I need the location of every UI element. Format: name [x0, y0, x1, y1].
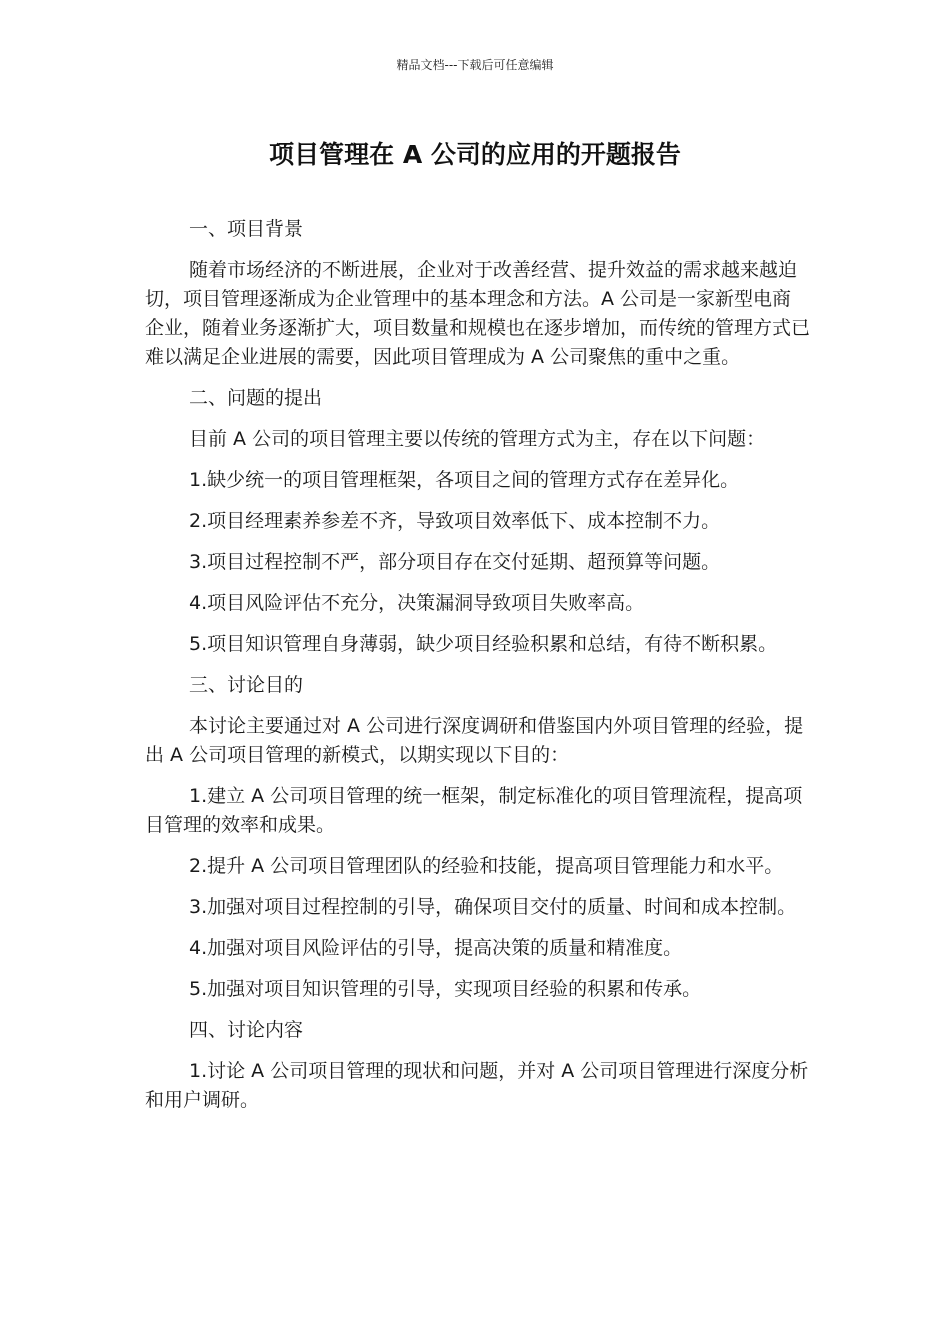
list-item-problem-2: 2.项目经理素养参差不齐，导致项目效率低下、成本控制不力。: [189, 510, 721, 532]
section-heading-problems: 二、问题的提出: [189, 387, 323, 409]
list-item-content-1: 1.讨论 A 公司项目管理的现状和问题，并对 A 公司项目管理进行深度分析和用户调研。: [145, 1060, 809, 1111]
list-item-problem-3: 3.项目过程控制不严，部分项目存在交付延期、超预算等问题。: [189, 551, 721, 573]
paragraph-problems-intro: 目前 A 公司的项目管理主要以传统的管理方式为主，存在以下问题：: [189, 428, 766, 450]
paragraph-objectives-intro: 本讨论主要通过对 A 公司进行深度调研和借鉴国内外项目管理的经验，提出 A 公司项目管理的新模式，以期实现以下目的：: [145, 715, 804, 766]
page-title: 项目管理在 A 公司的应用的开题报告: [269, 140, 681, 169]
list-item-objective-4: 4.加强对项目风险评估的引导，提高决策的质量和精准度。: [189, 937, 683, 959]
paragraph-background: 随着市场经济的不断进展，企业对于改善经营、提升效益的需求越来越迫切，项目管理逐渐成为企业管理中的基本理念和方法。A 公司是一家新型电商企业，随着业务逐渐扩大，项目数量和规模也在逐步增加，而传统的管理方式已难以满足企业进展的需要，因此项目管理成为 A 公司聚焦的重中之重。: [145, 259, 811, 368]
section-heading-objectives: 三、讨论目的: [189, 674, 304, 696]
list-item-problem-4: 4.项目风险评估不充分，决策漏洞导致项目失败率高。: [189, 592, 645, 614]
list-item-objective-1: 1.建立 A 公司项目管理的统一框架，制定标准化的项目管理流程，提高项目管理的效率和成果。: [145, 785, 803, 836]
section-heading-content: 四、讨论内容: [189, 1019, 304, 1041]
list-item-problem-1: 1.缺少统一的项目管理框架，各项目之间的管理方式存在差异化。: [189, 469, 740, 491]
list-item-objective-3: 3.加强对项目过程控制的引导，确保项目交付的质量、时间和成本控制。: [189, 896, 797, 918]
section-heading-background: 一、项目背景: [189, 218, 304, 240]
list-item-objective-5: 5.加强对项目知识管理的引导，实现项目经验的积累和传承。: [189, 978, 702, 1000]
list-item-problem-5: 5.项目知识管理自身薄弱，缺少项目经验积累和总结，有待不断积累。: [189, 633, 778, 655]
header-note: 精品文档---下载后可任意编辑: [396, 58, 554, 72]
list-item-objective-2: 2.提升 A 公司项目管理团队的经验和技能，提高项目管理能力和水平。: [189, 855, 784, 877]
document-body: [145, 215, 810, 1127]
